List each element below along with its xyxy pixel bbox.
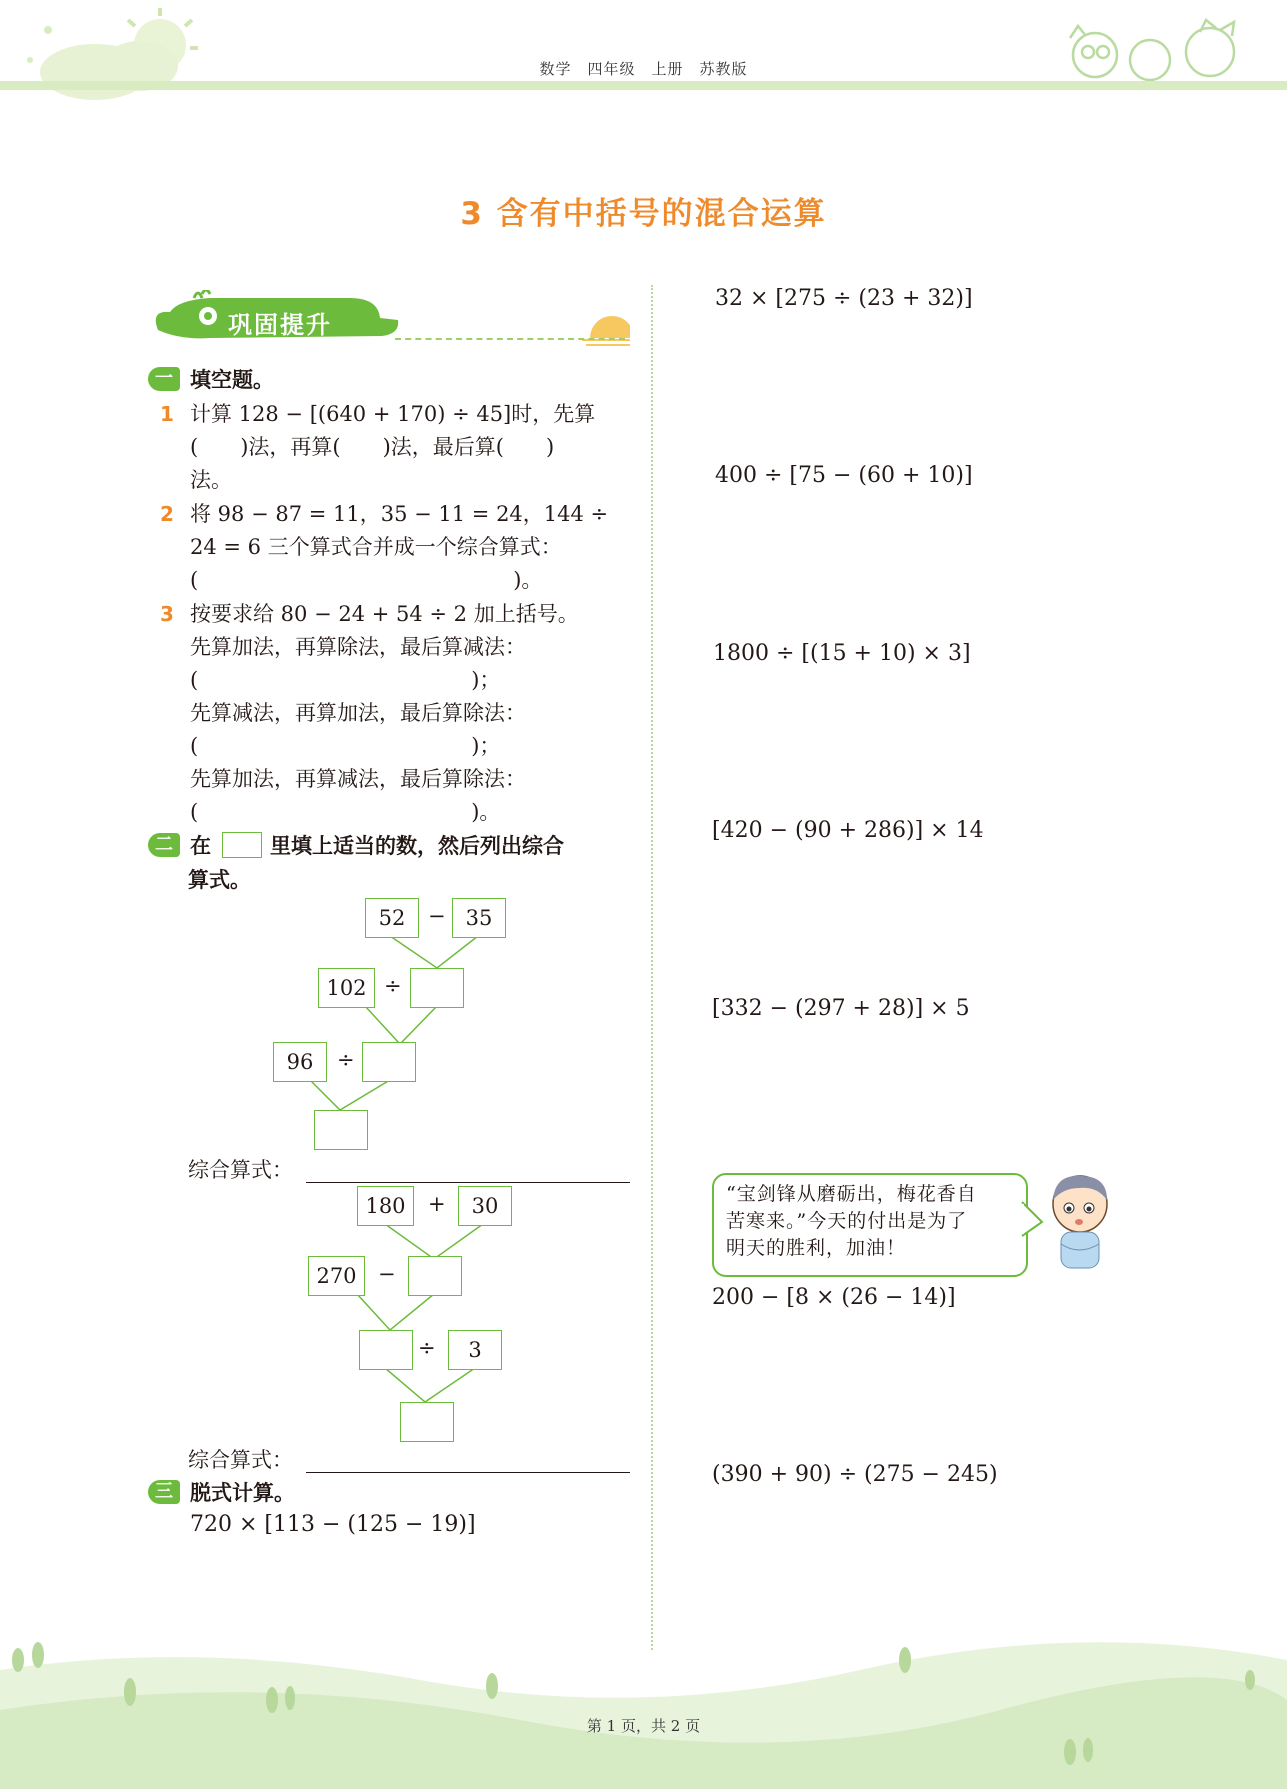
calc-expression-3: 400 ÷ [75 − (60 + 10)]: [715, 463, 973, 488]
page-footer: 第 1 页，共 2 页: [586, 1717, 701, 1735]
section-2-title-a: 在: [190, 834, 211, 858]
q1-line-1: 计算 128 − [(640 + 170) ÷ 45]时，先算: [190, 402, 596, 426]
section-badge-2: 二: [148, 833, 180, 857]
answer-line-2[interactable]: [306, 1472, 630, 1473]
q2-line-3: ( )。: [190, 568, 543, 592]
q3-answer-3: ( )。: [190, 800, 501, 824]
tree2-box-d: 3: [448, 1330, 502, 1370]
section-2-title-c: 算式。: [188, 868, 251, 892]
combined-label-1: 综合算式：: [188, 1158, 293, 1182]
q3-req-2: 先算减法，再算加法，最后算除法：: [190, 701, 526, 725]
calc-expression-1: 720 × [113 − (125 − 19)]: [190, 1512, 476, 1537]
column-divider: [651, 285, 653, 1650]
section-2-title-b: 里填上适当的数，然后列出综合: [270, 834, 564, 858]
q2-line-1: 将 98 − 87 = 11，35 − 11 = 24，144 ÷: [190, 502, 609, 526]
q3-req-3: 先算加法，再算减法，最后算除法：: [190, 767, 526, 791]
bubble-text: [726, 1181, 1024, 1262]
tree1-box-a: 52: [365, 898, 419, 938]
bubble-line-1: “宝剑锋从磨砺出，梅花香自: [726, 1183, 977, 1205]
section-badge-1: 一: [148, 367, 180, 391]
tree1-box-c: 102: [318, 968, 375, 1008]
tree2-op-2: −: [378, 1262, 396, 1286]
calc-expression-2: 32 × [275 ÷ (23 + 32)]: [715, 286, 973, 311]
tree1-blank-1[interactable]: [410, 968, 464, 1008]
q1-line-3: 法。: [190, 468, 232, 492]
section-1-title: 填空题。: [190, 368, 274, 392]
tree1-op-1: −: [428, 904, 446, 928]
q2-number: 2: [160, 502, 174, 526]
tree2-box-c: 270: [308, 1256, 365, 1296]
answer-line-1[interactable]: [306, 1182, 630, 1183]
tree1-box-b: 35: [452, 898, 506, 938]
combined-label-2: 综合算式：: [188, 1448, 293, 1472]
q3-line-1: 按要求给 80 − 24 + 54 ÷ 2 加上括号。: [190, 602, 579, 626]
boy-mascot-icon: [1045, 1170, 1115, 1275]
section-badge-3: 三: [148, 1480, 180, 1504]
tree1-blank-3[interactable]: [314, 1110, 368, 1150]
q3-number: 3: [160, 602, 174, 626]
tree1-blank-2[interactable]: [362, 1042, 416, 1082]
tree1-op-2: ÷: [384, 974, 402, 998]
tree2-box-a: 180: [357, 1186, 414, 1226]
header-edition: 苏教版: [699, 60, 748, 78]
tree2-blank-1[interactable]: [408, 1256, 462, 1296]
page-title: 3 含有中括号的混合运算: [460, 196, 827, 232]
banner-title: 巩固提升: [228, 311, 332, 339]
bubble-line-3: 明天的胜利，加油！: [726, 1237, 907, 1259]
tree2-blank-2[interactable]: [359, 1330, 413, 1370]
tree1-box-d: 96: [273, 1042, 327, 1082]
calc-expression-8: (390 + 90) ÷ (275 − 245): [712, 1462, 998, 1487]
tree2-blank-3[interactable]: [400, 1402, 454, 1442]
tree2-box-b: 30: [458, 1186, 512, 1226]
header-volume: 上册: [651, 60, 684, 78]
q1-number: 1: [160, 402, 174, 426]
calc-expression-4: 1800 ÷ [(15 + 10) × 3]: [713, 641, 971, 666]
bubble-line-2: 苦寒来。”今天的付出是为了: [726, 1210, 968, 1232]
q3-answer-2: ( )；: [190, 734, 501, 758]
calc-expression-6: [332 − (297 + 28)] × 5: [712, 996, 970, 1021]
q2-line-2: 24 = 6 三个算式合并成一个综合算式：: [190, 535, 562, 559]
tree2-op-3: ÷: [418, 1336, 436, 1360]
header-subject: 数学: [539, 60, 572, 78]
calc-expression-7: 200 − [8 × (26 − 14)]: [712, 1285, 956, 1310]
q3-answer-1: ( )；: [190, 668, 501, 692]
tree1-op-3: ÷: [337, 1048, 355, 1072]
q1-line-2: ( )法，再算( )法，最后算( ): [190, 435, 555, 459]
tree2-op-1: +: [428, 1192, 446, 1216]
calc-expression-5: [420 − (90 + 286)] × 14: [712, 818, 984, 843]
section-3-title: 脱式计算。: [190, 1481, 295, 1505]
header-grade: 四年级: [587, 60, 636, 78]
footer-hills: [0, 1630, 1287, 1789]
q3-req-1: 先算加法，再算除法，最后算减法：: [190, 635, 526, 659]
